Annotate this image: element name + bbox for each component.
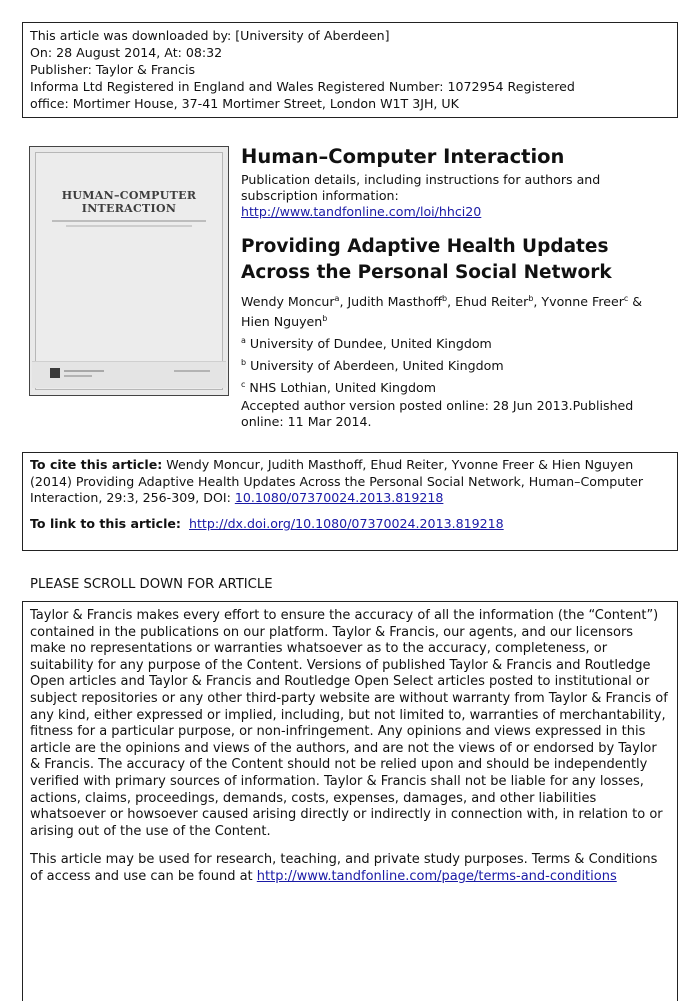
- cover-title-line-1: HUMAN–COMPUTER: [61, 189, 197, 202]
- affiliation: [241, 378, 661, 398]
- download-line-2: On: 28 August 2014, At: 08:32: [30, 45, 223, 60]
- affiliation: [241, 356, 661, 376]
- doi-link[interactable]: 10.1080/07370024.2013.819218: [234, 490, 444, 505]
- cover-footer-band: [32, 361, 226, 388]
- affiliation-marker: c: [241, 379, 246, 389]
- cite-label: To cite this article:: [30, 457, 163, 472]
- article-title-line-1: Providing Adaptive Health Updates: [241, 236, 609, 257]
- article-title-line-2: Across the Personal Social Network: [241, 262, 612, 283]
- author-list: [241, 292, 661, 332]
- article-url-link[interactable]: http://dx.doi.org/10.1080/07370024.2013.819218: [188, 515, 504, 531]
- cover-title-line-2: INTERACTION: [81, 202, 177, 215]
- author-separator: ,: [533, 294, 542, 309]
- journal-title: Human–Computer Interaction: [241, 145, 565, 168]
- author-affil-marker: c: [623, 293, 629, 303]
- affiliation-text: University of Dundee, United Kingdom: [245, 336, 492, 351]
- cover-title: [30, 189, 228, 215]
- author-name: Yvonne Freer: [541, 294, 624, 309]
- author-affil-marker: b: [442, 293, 448, 303]
- download-line-3: Publisher: Taylor & Francis: [30, 62, 196, 77]
- affiliation-text: NHS Lothian, United Kingdom: [245, 380, 437, 395]
- terms-paragraph-2: [30, 852, 670, 885]
- author-affil-marker: b: [322, 313, 328, 323]
- cover-footer-line: [64, 370, 104, 372]
- author-name: Hien Nguyen: [241, 314, 323, 329]
- journal-url-link[interactable]: http://www.tandfonline.com/loi/hhci20: [241, 204, 482, 219]
- affiliation-marker: b: [241, 357, 247, 367]
- cover-footer-line-2: [64, 375, 92, 377]
- article-title: [241, 234, 661, 286]
- author-separator: &: [628, 294, 643, 309]
- author-affil-marker: b: [528, 293, 534, 303]
- link-paragraph: [30, 516, 670, 533]
- journal-cover-image: [29, 146, 229, 396]
- download-line-5: office: Mortimer House, 37-41 Mortimer Street, London W1T 3JH, UK: [30, 96, 459, 111]
- cite-paragraph: [30, 457, 670, 507]
- affiliation-marker: a: [241, 335, 246, 345]
- download-line-1: This article was downloaded by: [University of Aberdeen]: [30, 28, 390, 43]
- affiliation-text: University of Aberdeen, United Kingdom: [246, 358, 504, 373]
- affiliation: [241, 334, 661, 354]
- terms-conditions-link[interactable]: http://www.tandfonline.com/page/terms-and-conditions: [256, 868, 617, 884]
- download-info-box: [22, 22, 678, 118]
- terms-box: [22, 601, 678, 1001]
- publisher-logo-icon: [50, 368, 60, 378]
- author-name: Judith Masthoff: [347, 294, 443, 309]
- author-name: Ehud Reiter: [455, 294, 529, 309]
- cover-subtitle-rule: [52, 220, 206, 222]
- author-affil-marker: a: [334, 293, 340, 303]
- download-line-4: Informa Ltd Registered in England and Wales Registered Number: 1072954 Registered: [30, 79, 575, 94]
- terms-paragraph-1: Taylor & Francis makes every effort to ensure the accuracy of all the information (the “Content”) contained in the publications on our platform. Taylor & Francis, our agents, and our licensors make no representations or warranties whatsoever as to the accuracy, completeness, or suitability for any purpose of the Content. Versions of published Taylor & Francis and Routledge Open articles and Taylor & Francis and Routledge Open Select articles posted to institutional or subject repositories or any other third-party website are without warranty from Taylor & Francis of any kind, either expressed or implied, including, but not limited to, warranties of merchantability, fitness for a particular purpose, or non-infringement. Any opinions and views expressed in this article are the opinions and views of the authors, and are not the views of or endorsed by Taylor & Francis. The accuracy of the Content should not be relied upon and should be independently verified with primary sources of information. Taylor & Francis shall not be liable for any losses, actions, claims, proceedings, demands, costs, expenses, damages, and other liabilities whatsoever or howsoever caused arising directly or indirectly in connection with, in relation to or arising out of the use of the Content.: [30, 608, 668, 839]
- author-name: Wendy Moncur: [241, 294, 335, 309]
- cover-footer-line-3: [174, 370, 210, 372]
- author-separator: ,: [447, 294, 456, 309]
- cite-text: Wendy Moncur, Judith Masthoff, Ehud Reiter, Yvonne Freer & Hien Nguyen (2014) Providing Adaptive Health Updates Across the Personal Social Network, Human–Computer Interaction, 29:3, 256-309, DOI:: [30, 457, 644, 505]
- terms-paragraph-2-text: This article may be used for research, teaching, and private study purposes. Terms & Conditions of access and use can be found at: [30, 852, 658, 884]
- publication-details: Publication details, including instructions for authors and subscription information:: [241, 172, 601, 203]
- article-header: [241, 144, 661, 430]
- publication-dates: Accepted author version posted online: 28 Jun 2013.Published online: 11 Mar 2014.: [241, 398, 634, 429]
- citation-box: [22, 452, 678, 551]
- cover-subtitle-rule-2: [66, 225, 192, 227]
- author-separator: ,: [339, 294, 348, 309]
- link-label: To link to this article:: [30, 515, 181, 531]
- cover-frame: [35, 152, 223, 390]
- scroll-down-note: PLEASE SCROLL DOWN FOR ARTICLE: [30, 577, 273, 592]
